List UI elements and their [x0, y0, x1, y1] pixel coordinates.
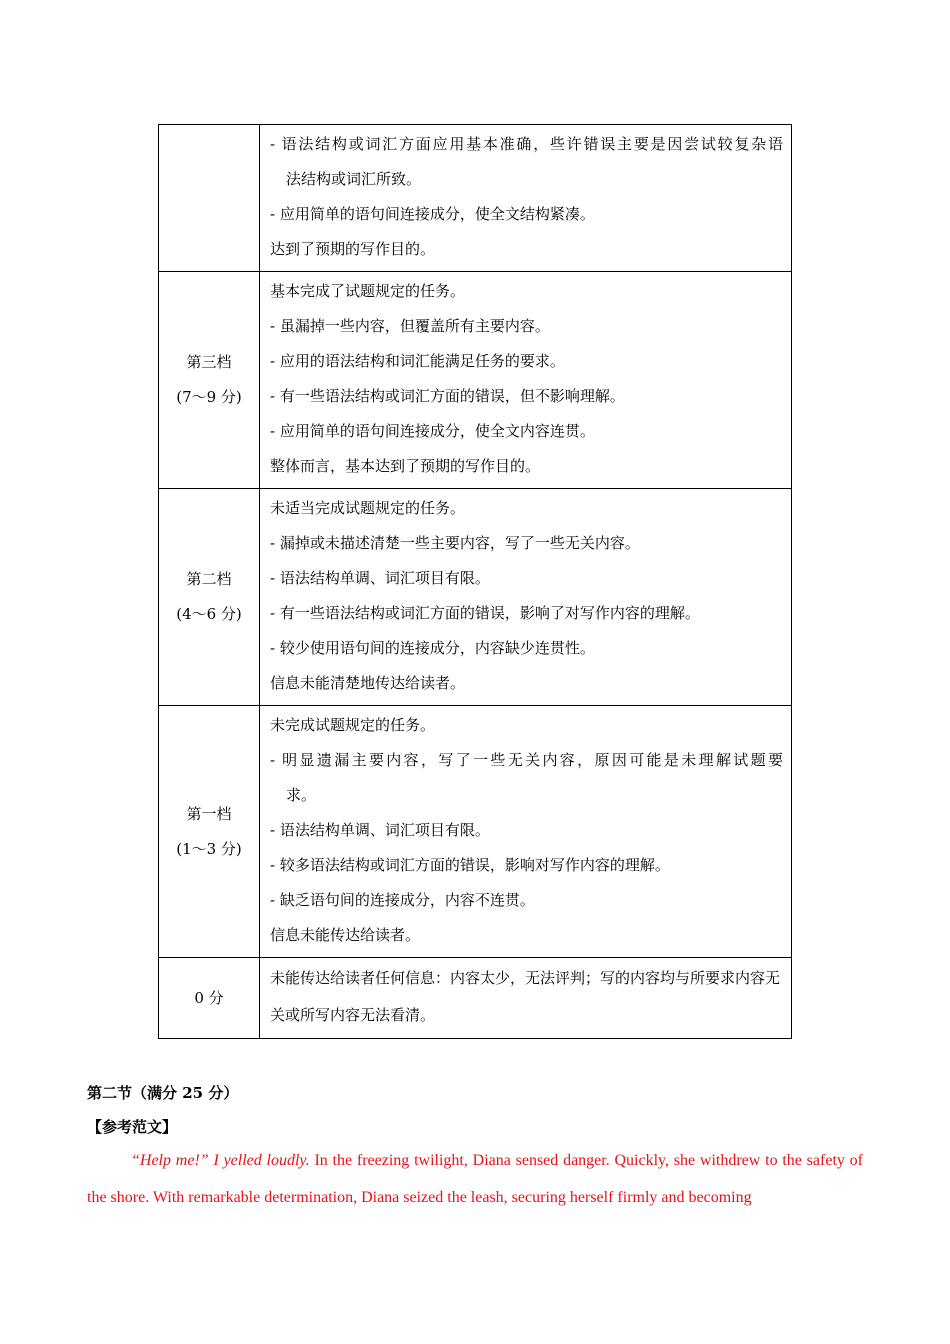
criteria-line: 信息未能清楚地传达给读者。 [270, 674, 466, 692]
criteria-line: - 应用的语法结构和词汇能满足任务的要求。 [270, 352, 565, 370]
rubric-row-grade-1 [159, 706, 792, 958]
criteria-line: - 应用简单的语句间连接成分，使全文内容连贯。 [270, 422, 595, 440]
grade-cell-empty [159, 125, 260, 272]
rubric-row-grade-2 [159, 489, 792, 706]
grade-name: 0 分 [194, 988, 224, 1007]
criteria-line: 法结构或词汇所致。 [286, 170, 422, 188]
criteria-line: 未适当完成试题规定的任务。 [270, 499, 466, 517]
criteria-text: 未能传达给读者任何信息：内容太少，无法评判；写的内容均与所要求内容无关或所写内容无法看清。 [270, 969, 781, 1024]
criteria-cell [260, 706, 792, 958]
criteria-line: - 语法结构单调、词汇项目有限。 [270, 569, 490, 587]
grade-name: 第三档 [186, 353, 232, 371]
criteria-line: - 缺乏语句间的连接成分，内容不连贯。 [270, 891, 535, 909]
criteria-line: 信息未能传达给读者。 [270, 926, 421, 944]
criteria-line: - 漏掉或未描述清楚一些主要内容，写了一些无关内容。 [270, 534, 640, 552]
rubric-row-grade-3 [159, 272, 792, 489]
rubric-row-continuation [159, 125, 792, 272]
criteria-line: 基本完成了试题规定的任务。 [270, 282, 466, 300]
rubric-row-grade-0 [159, 958, 792, 1039]
criteria-cell [260, 125, 792, 272]
criteria-line: - 较少使用语句间的连接成分，内容缺少连贯性。 [270, 639, 595, 657]
grade-cell [159, 958, 260, 1039]
grade-cell [159, 489, 260, 706]
grade-range: (4～6 分) [176, 605, 242, 623]
grade-range: (1～3 分) [176, 839, 242, 858]
criteria-line: - 应用简单的语句间连接成分，使全文结构紧凑。 [270, 205, 595, 223]
criteria-line: 达到了预期的写作目的。 [270, 240, 436, 258]
grade-name: 第二档 [186, 570, 232, 588]
criteria-cell [260, 958, 792, 1039]
reference-essay [87, 1142, 863, 1216]
grade-range: (7～9 分) [176, 388, 242, 406]
criteria-line: - 有一些语法结构或词汇方面的错误，影响了对写作内容的理解。 [270, 604, 700, 622]
essay-body: In the freezing twilight, Diana sensed danger. Quickly, she withdrew to the safety of the shore. With remarkable determination, Diana seized the leash, securing herself firmly and becoming [87, 1152, 864, 1206]
criteria-line: - 语法结构或词汇方面应用基本准确，些许错误主要是因尝试较复杂语 [270, 135, 783, 153]
grade-cell [159, 272, 260, 489]
criteria-cell [260, 272, 792, 489]
criteria-line: - 较多语法结构或词汇方面的错误，影响对写作内容的理解。 [270, 856, 670, 874]
scoring-rubric-table [158, 124, 792, 1039]
grade-cell [159, 706, 260, 958]
grade-name: 第一档 [186, 804, 232, 823]
criteria-line: - 有一些语法结构或词汇方面的错误，但不影响理解。 [270, 387, 625, 405]
reference-essay-label: 【参考范文】 [87, 1118, 178, 1136]
criteria-line: 整体而言，基本达到了预期的写作目的。 [270, 457, 541, 475]
criteria-line: 求。 [286, 786, 317, 804]
essay-italic-opening: “Help me!” I yelled loudly. [131, 1152, 310, 1169]
criteria-line: 未完成试题规定的任务。 [270, 716, 436, 734]
section-title: 第二节（满分 25 分） [87, 1084, 239, 1102]
criteria-line: - 虽漏掉一些内容，但覆盖所有主要内容。 [270, 317, 550, 335]
criteria-line: - 明显遗漏主要内容，写了一些无关内容，原因可能是未理解试题要 [270, 751, 783, 769]
criteria-cell [260, 489, 792, 706]
criteria-line: - 语法结构单调、词汇项目有限。 [270, 821, 490, 839]
